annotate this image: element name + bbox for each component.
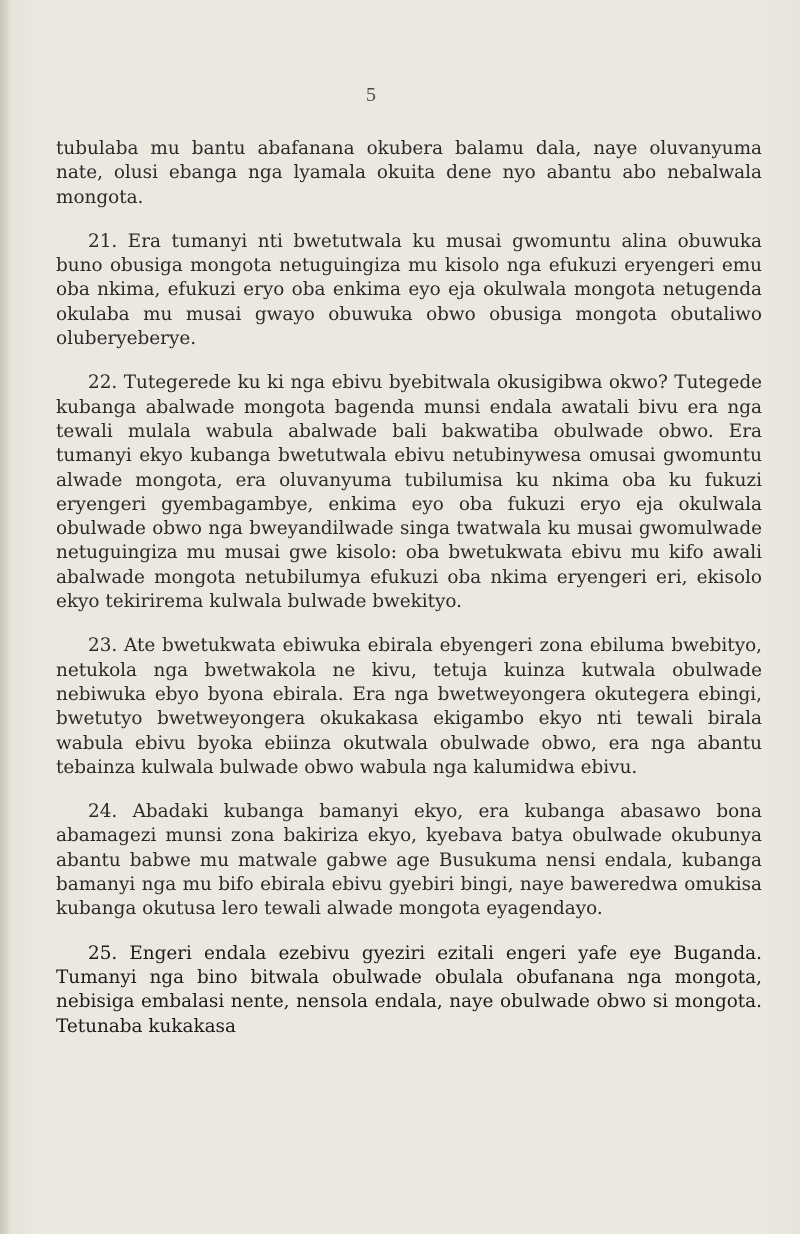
paragraph-continuation: tubulaba mu bantu abafanana okubera balamu dala, naye oluvanyuma nate, olusi ebanga nga lyamala okuita dene nyo abantu abo nebalwala mongota.: [56, 138, 762, 208]
body-text: [56, 137, 762, 1059]
paragraph-24: 24. Abadaki kubanga bamanyi ekyo, era kubanga abasawo bona abamagezi munsi zona bakiriza ekyo, kyebava batya obulwade okubunya abantu babwe mu matwale gabwe age Busukuma nensi endala, kubanga bamanyi nga mu bifo ebirala ebivu gyebiri bingi, naye baweredwa omukisa kubanga okutusa lero tewali alwade mongota eyagendayo.: [56, 801, 762, 920]
page-gutter-shadow: [0, 0, 10, 1234]
paragraph-23: 23. Ate bwetukwata ebiwuka ebirala ebyengeri zona ebiluma bwebityo, netukola nga bwetwakola ne kivu, tetuja kuinza kutwala obulwade nebiwuka ebyo byona ebirala. Era nga bwetweyongera okutegera ebingi, bwetutyo bwetweyongera okukakasa ekigambo ekyo nti tewali birala wabula ebivu byoka ebiinza okutwala obulwade obwo, era nga abantu tebainza kulwala bulwade obwo wabula nga kalumidwa ebivu.: [56, 635, 762, 778]
paragraph-21: 21. Era tumanyi nti bwetutwala ku musai gwomuntu alina obuwuka buno obusiga mongota netuguingiza mu kisolo nga efukuzi eryengeri emu oba nkima, efukuzi eryo oba enkima eyo eja okulwala mongota netugenda okulaba mu musai gwayo obuwuka obwo obusiga mongota obutaliwo oluberyeberye.: [56, 230, 762, 350]
page-number: 5: [366, 84, 376, 106]
paragraph-22: 22. Tutegerede ku ki nga ebivu byebitwala okusigibwa okwo? Tutegede kubanga abalwade mongota bagenda munsi endala awatali bivu era nga tewali mulala wabula abalwade bali bakwatiba obulwade obwo. Era tumanyi ekyo kubanga bwetutwala ebivu netubinywesa omusai gwomuntu alwade mongota, era oluvanyuma tubilumisa ku nkima oba ku fukuzi eryengeri gyembagambye, enkima eyo oba fukuzi eryo eja okulwala obulwade obwo nga bweyandilwade singa twatwala ku musai gwomulwade netuguingiza mu musai gwe kisolo: oba bwetukwata ebivu mu kifo awali abalwade mongota netubilumya efukuzi oba nkima eryengeri eri, ekisolo ekyo tekirirema kulwala bulwade bwekityo.: [56, 372, 762, 613]
paragraph-25: 25. Engeri endala ezebivu gyeziri ezitali engeri yafe eye Buganda. Tumanyi nga bino bitwala obulwade obulala obufanana nga mongota, nebisiga embalasi nente, nensola endala, naye obulwade obwo si mongota. Tetunaba kukakasa: [56, 942, 762, 1037]
